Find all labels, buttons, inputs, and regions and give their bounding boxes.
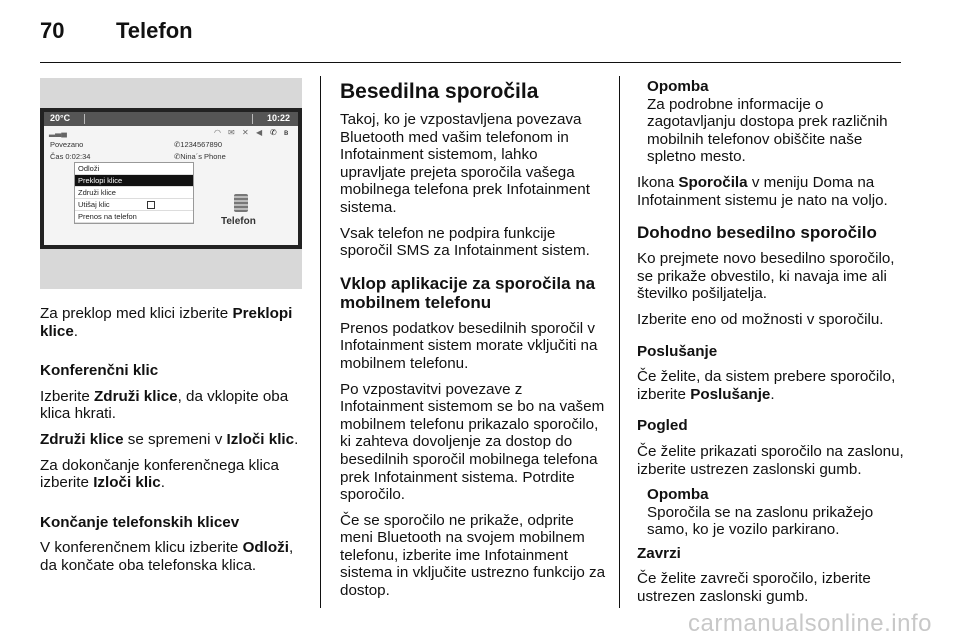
section-heading-view: Pogled <box>637 417 688 435</box>
infotainment-screenshot <box>40 78 302 289</box>
menu-item-prenos-na-telefon[interactable]: Prenos na telefon <box>75 211 193 223</box>
signal-icon: ▂▃▄ <box>49 128 67 137</box>
subsection-title: Vklop aplikacije za sporočila na mobilnem telefonu <box>340 273 596 312</box>
paragraph: Če želite prikazati sporočilo na zaslonu, izberite ustrezen zaslonski gumb. <box>637 442 904 478</box>
menu-item-zdruzi-klice[interactable]: Združi klice <box>75 187 193 199</box>
menu-item-utisaj-klic[interactable]: Utišaj klic <box>75 199 193 211</box>
clock: 10:22 <box>266 113 290 123</box>
watermark: carmanualsonline.info <box>688 610 932 637</box>
left-column <box>40 305 308 583</box>
paragraph: Ikona Sporočila v meniju Doma na Infotainment sistemu je nato na voljo. <box>637 173 888 209</box>
page-number: 70 <box>40 18 65 43</box>
paragraph: Za preklop med klici izberite Preklopi klice. <box>40 305 293 340</box>
phone-app-icon[interactable] <box>234 194 248 212</box>
note-text: Sporočila se na zaslonu prikažejo samo, ko je vozilo parkirano. <box>647 503 874 539</box>
subsection-title: Dohodno besedilno sporočilo <box>637 223 877 243</box>
caller-name: ✆Nina´s Phone <box>174 152 226 161</box>
status-bar <box>44 112 298 126</box>
message-icon: ✉ <box>228 128 235 137</box>
paragraph: Vsak telefon ne podpira funkcije sporočil SMS za Infotainment sistem. <box>340 224 590 260</box>
menu-item-odlozi[interactable]: Odloži <box>75 163 193 175</box>
caller-number: ✆1234567890 <box>174 140 223 149</box>
connection-status: Povezano <box>50 140 84 149</box>
header-rule <box>40 62 901 63</box>
call-duration: Čas 0:02:34 <box>50 152 91 161</box>
note-title: Opomba <box>647 486 709 504</box>
paragraph: Združi klice se spremeni v Izloči klic. <box>40 430 299 448</box>
status-icons <box>44 128 298 138</box>
right-column <box>637 78 905 614</box>
paragraph: Izberite eno od možnosti v sporočilu. <box>637 310 884 328</box>
column-divider-1 <box>320 76 321 608</box>
note-text: Za podrobne informacije o zagotavljanju dostopa prek različnih mobilnih telefonov obiščite naše spletno mesto. <box>647 95 888 166</box>
note-box <box>637 78 905 166</box>
section-heading-conference: Konferenčni klic <box>40 362 159 380</box>
screen-display <box>44 112 298 245</box>
section-heading-listen: Poslušanje <box>637 342 718 360</box>
paragraph: Ko prejmete novo besedilno sporočilo, se prikaže obvestilo, ki navaja ime ali številko pošiljatelja. <box>637 250 895 303</box>
section-title: Besedilna sporočila <box>340 80 539 103</box>
mute-icon: ✕ <box>242 128 249 137</box>
middle-column <box>340 80 606 608</box>
speaker-icon: ◀ <box>256 128 263 137</box>
note-box <box>637 486 905 539</box>
paragraph: Po vzpostavitvi povezave z Infotainment sistemom se bo na vašem mobilnem telefonu prikazalo sporočilo, ki zahteva dovoljenje za dostop do besedilnih sporočil mobilnega telefona prek Infotainment sistema. Potrdite sporočilo. <box>340 380 605 504</box>
paragraph: Prenos podatkov besedilnih sporočil v Infotainment sistem morate vključiti na mobilnem telefonu. <box>340 319 598 372</box>
paragraph: Izberite Združi klice, da vklopite oba klica hkrati. <box>40 387 289 423</box>
section-heading-dismiss: Zavrzi <box>637 544 681 562</box>
paragraph: Če želite zavreči sporočilo, izberite ustrezen zaslonski gumb. <box>637 570 871 606</box>
menu-item-preklopi-klice[interactable]: Preklopi klice <box>75 175 193 187</box>
wifi-icon: ◠ <box>214 128 221 137</box>
call-menu <box>74 162 194 224</box>
mute-checkbox[interactable] <box>147 201 155 209</box>
section-heading-end-calls: Končanje telefonskih klicev <box>40 513 240 531</box>
note-title: Opomba <box>647 78 709 95</box>
screen-bezel <box>40 108 302 249</box>
paragraph: V konferenčnem klicu izberite Odloži, da končate oba telefonska klica. <box>40 539 294 574</box>
page-title: Telefon <box>116 18 193 43</box>
phone-icon: ✆ <box>270 128 277 137</box>
paragraph: Za dokončanje konferenčnega klica izberite Izloči klic. <box>40 456 279 492</box>
paragraph: Takoj, ko je vzpostavljena povezava Bluetooth med vašim telefonom in Infotainment sistemom, lahko upravljate prejeta sporočila vašega mobilnega telefona prek Infotainment sistema. <box>340 111 590 216</box>
temperature: 20°C <box>50 113 71 123</box>
column-divider-2 <box>619 76 620 608</box>
bluetooth-icon: ʙ <box>284 128 289 137</box>
phone-app-label: Telefon <box>221 216 256 227</box>
paragraph: Če želite, da sistem prebere sporočilo, izberite Poslušanje. <box>637 368 896 403</box>
paragraph: Če se sporočilo ne prikaže, odprite meni Bluetooth na svojem mobilnem telefonu, izberite ime Infotainment sistema in vključite ustrezno funkcijo za dostop. <box>340 511 606 600</box>
